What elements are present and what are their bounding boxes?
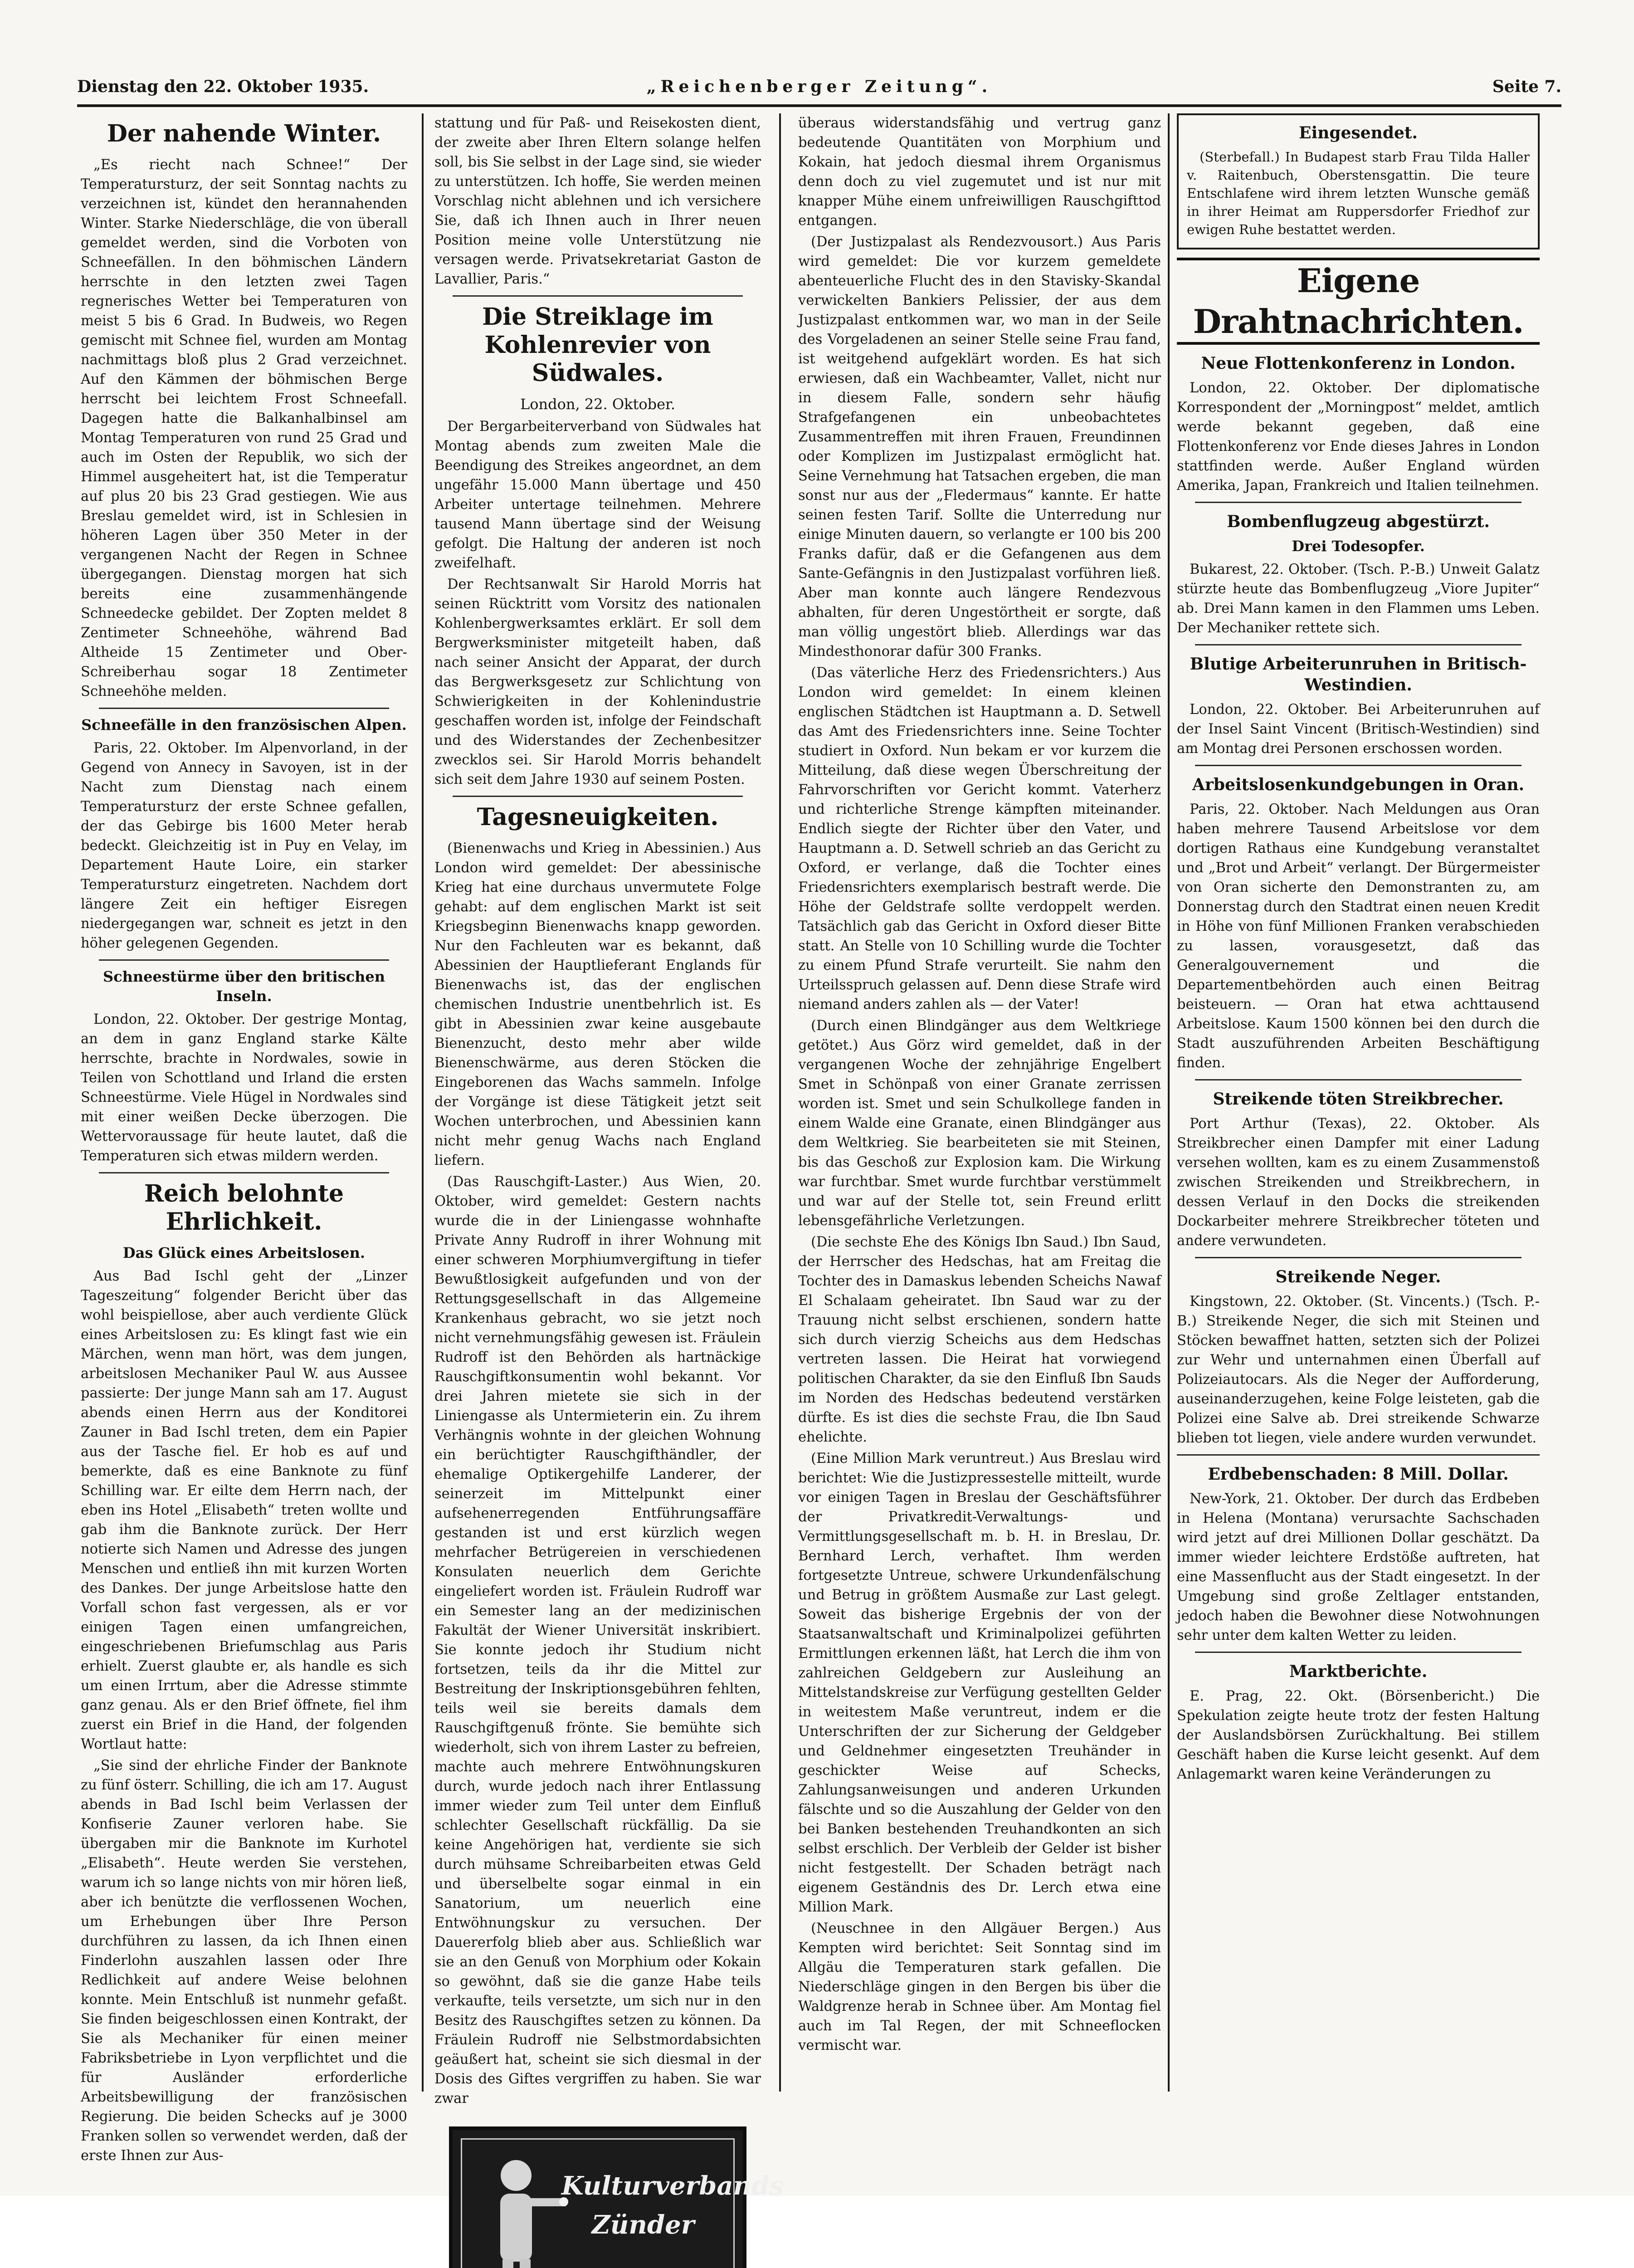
article-headline: Reich belohnte Ehrlichkeit. xyxy=(144,1180,344,1236)
ad-figure-illustration xyxy=(466,2148,566,2268)
news-item: (Die sechste Ehe des Königs Ibn Saud.) Ibn Saud, der Herrscher des Hedschas, hat am Freitag die Tochter des in Damaskus lebenden Scheichs Nawaf El Schalaam geheiratet. Ibn Saud war zu der Trauung nicht selbst erschienen, sondern hatte sich durch vierzig Scheichs aus dem Hedschas vertreten lassen. Die Heirat hat vorwiegend politischen Charakter, da sie den Einfluß Ibn Sauds im Norden des Hedschas bedeutend verstärken dürfte. Es ist dies die sechste Frau, die Ibn Saud ehelichte. xyxy=(798,1234,1161,1445)
article-headline: Die Streiklage im Kohlenrevier von Südwales. xyxy=(482,303,713,387)
ad-line: Kulturverbands xyxy=(561,2171,784,2201)
separator xyxy=(99,708,389,709)
article-headline: Streikende töten Streikbrecher. xyxy=(1213,1090,1504,1109)
header-rule xyxy=(77,104,1561,107)
article-paragraph: Aus Bad Ischl geht der „Linzer Tageszeitung“ folgender Bericht über das wohl beispiellose, aber auch verdiente Glück eines Arbeitslosen zu: Es klingt fast wie ein Märchen, wenn man hört, was dem jungen, arbeitslosen Mechaniker Paul W. aus Aussee passierte: Der junge Mann sah am 17. August abends einen Herrn aus der Konditorei Zauner in Bad Ischl treten, dem ein Papier aus der Tasche fiel. Er hob es auf und bemerkte, daß es eine Banknote zu fünf Schilling war. Er eilte dem Herrn nach, der eben ins Hotel „Elisabeth“ treten wollte und gab ihm die Banknote zurück. Der Herr notierte sich Namen und Adresse des jungen Menschen und entließ ihn mit kurzen Worten des Dankes. Der junge Arbeitslose hatte den Vorfall schon fast vergessen, als er vor einigen Tagen einen umfangreichen, eingeschriebenen Briefumschlag aus Paris erhielt. Zuerst glaubte er, als handle es sich um einen Irrtum, aber die Adresse stimmte ganz genau. Als er den Brief öffnete, fiel ihm zuerst ein Brief in die Hand, der folgenden Wortlaut hatte: xyxy=(81,1268,407,1752)
separator xyxy=(1195,1652,1522,1653)
column-divider xyxy=(422,113,424,2092)
separator xyxy=(99,1172,389,1173)
separator xyxy=(453,796,743,797)
article-paragraph: London, 22. Oktober. Bei Arbeiterunruhen auf der Insel Saint Vincent (Britisch-Westindien) sind am Montag drei Personen erschossen worden. xyxy=(1177,702,1540,757)
news-item: (Neuschnee in den Allgäuer Bergen.) Aus Kempten wird berichtet: Seit Sonntag sind im Allgäu die Temperaturen stark gefallen. Die Niederschläge gingen in den Bergen bis über die Waldgrenze herab in Schnee über. Am Montag fiel auch im Tal Regen, der mit Schneeflocken vermischt war. xyxy=(798,1921,1161,2053)
separator xyxy=(1177,1454,1540,1456)
article-headline: Erdbebenschaden: 8 Mill. Dollar. xyxy=(1208,1465,1509,1484)
separator xyxy=(1195,502,1522,503)
article-paragraph: New-York, 21. Oktober. Der durch das Erdbeben in Helena (Montana) verursachte Sachschaden wird jetzt auf drei Millionen Dollar geschätzt. Da immer wieder leichtere Erdstöße auftreten, hat eine Massenflucht aus der Stadt eingesetzt. In der Umgebung sind große Zeltlager entstanden, jedoch haben die Bewohner diese Notwohnungen sehr unter dem kalten Wetter zu leiden. xyxy=(1177,1491,1540,1643)
column-divider xyxy=(779,113,781,2092)
section-headline: Tagesneuigkeiten. xyxy=(477,803,719,831)
column-3 xyxy=(798,113,1161,2092)
article-headline: Marktberichte. xyxy=(1289,1662,1428,1681)
column-4 xyxy=(1177,113,1540,2092)
running-head xyxy=(77,77,1561,104)
notice-headline: Eingesendet. xyxy=(1299,123,1418,142)
article-paragraph: Paris, 22. Oktober. Im Alpenvorland, in der Gegend von Annecy in Savoyen, ist in der Nacht zum Dienstag nach einem Temperatursturz der erste Schnee gefallen, der das Gebirge bis 1600 Meter herab bedeckt. Gleichzeitig ist in Puy en Velay, im Departement Haute Loire, ein starker Temperatursturz eingetreten. Nachdem dort längere Zeit ein heftiger Eisregen niedergegangen war, schneit es jetzt in den höher gelegenen Gegenden. xyxy=(81,740,407,951)
page-number: Seite 7. xyxy=(1492,77,1561,96)
column-2 xyxy=(434,113,784,2240)
news-item: (Bienenwachs und Krieg in Abessinien.) Aus London wird gemeldet: Der abessinische Krieg hat eine durchaus unvermutete Folge gehabt: auf dem englischen Markt ist seit Kriegsbeginn Bienenwachs knapp geworden. Nur den Fachleuten war es bekannt, daß Abessinien der Hauptlieferant Englands für Bienenwachs ist, das der englischen chemischen Industrie unentbehrlich ist. Es gibt in Abessinien zwar keine ausgebaute Bienenzucht, desto mehr aber wilde Bienenschwärme, aus deren Stöcken die Eingeborenen das Wachs sammeln. Infolge der Vorgänge ist diese Tätigkeit jetzt seit Wochen unterbrochen, und Abessinien kann nicht mehr genug Wachs nach England liefern. xyxy=(434,841,761,1168)
article-headline: Der nahende Winter. xyxy=(107,120,381,147)
article-headline: Blutige Arbeiterunruhen in Britisch-Westindien. xyxy=(1190,655,1527,694)
notice-box xyxy=(1177,113,1540,249)
article-headline: Bombenflugzeug abgestürzt. xyxy=(1227,512,1490,531)
article-paragraph: Der Rechtsanwalt Sir Harold Morris hat seinen Rücktritt vom Vorsitz des nationalen Kohlenbergwerksamtes erklärt. Er soll dem Bergwerksminister mitgeteilt haben, daß nach seiner Ansicht der Apparat, der durch das Bergwerksgesetz zur Schlichtung von Schwierigkeiten in der Kohlenindustrie geschaffen worden ist, infolge der Feindschaft und des Widerstandes der Zechenbesitzer zwecklos sei. Sir Harold Morris behandelt sich seit dem Jahre 1930 auf seinem Posten. xyxy=(434,577,761,787)
article-paragraph: Paris, 22. Oktober. Nach Meldungen aus Oran haben mehrere Tausend Arbeitslose vor dem dortigen Rathaus eine Kundgebung veranstaltet und „Brot und Arbeit“ verlangt. Der Bürgermeister von Oran sicherte den Demonstranten zu, am Donnerstag durch den Stadtrat einen neuen Kredit in Höhe von fünf Millionen Franken verabschieden zu lassen, vorausgesetzt, daß das Generalgouvernement und die Departementbehörden auch einen Beitrag beisteuern. — Oran hat etwa achttausend Arbeitslose. Kaum 1500 können bei den durch die Stadt auszuführenden Arbeiten Beschäftigung finden. xyxy=(1177,802,1540,1071)
article-subheadline: Das Glück eines Arbeitslosen. xyxy=(122,1244,366,1261)
article-paragraph: E. Prag, 22. Okt. (Börsenbericht.) Die Spekulation zeigte heute trotz der festen Haltung der Auslandsbörsen Zurückhaltung. Bei stillem Geschäft haben die Kurse leicht gesenkt. Auf dem Anlagemarkt waren keine Veränderungen zu xyxy=(1177,1688,1540,1782)
separator xyxy=(99,959,389,961)
article-paragraph: Bukarest, 22. Oktober. (Tsch. P.-B.) Unweit Galatz stürzte heute das Bombenflugzeug „Viore Jupiter“ ab. Drei Mann kamen in den Flammen ums Leben. Der Mechaniker rettete sich. xyxy=(1177,562,1540,636)
article-paragraph: Port Arthur (Texas), 22. Oktober. Als Streikbrecher einen Dampfer mit einer Ladung versehen wollten, kam es zu einem Zusammenstoß zwischen Streikenden und Streikbrechern, in dessen Verlauf in den Docks die streikenden Dockarbeiter mehrere Streikbrecher töteten und andere verwundeten. xyxy=(1177,1116,1540,1249)
article-paragraph: stattung und für Paß- und Reisekosten dient, der zweite aber Ihren Eltern solange helfen soll, bis Sie selbst in der Lage sind, sie wieder zu unterstützen. Ich hoffe, Sie werden meinen Vorschlag nicht ablehnen und ich versichere Sie, daß ich Ihnen auch in Ihrer neuen Position meine volle Unterstützung nie versagen werde. Privatsekretariat Gaston de Lavallier, Paris.“ xyxy=(434,115,761,287)
article-paragraph: „Sie sind der ehrliche Finder der Banknote zu fünf österr. Schilling, die ich am 17. August abends in Bad Ischl beim Verlassen der Konfiserie Zauner verloren habe. Sie übergaben mir die Banknote im Kurhotel „Elisabeth“. Heute werden Sie verstehen, warum ich so lange nichts von mir hören ließ, aber ich benützte die verflossenen Wochen, um Erhebungen über Ihre Person durchführen zu lassen, da ich Ihnen einen Finderlohn auszahlen lassen oder Ihre Redlichkeit auf andere Weise belohnen konnte. Mein Entschluß ist nunmehr gefaßt. Sie finden beigeschlossen einen Kontrakt, der Sie als Mechaniker für einen meiner Fabriksbetriebe in Lyon verpflichtet und die für Ausländer erforderliche Arbeitsbewilligung der französischen Regierung. Die beiden Schecks auf je 3000 Franken sollen so verwendet werden, daß der erste Ihnen zur Aus- xyxy=(81,1758,407,2164)
separator xyxy=(1195,765,1522,766)
article-headline: Neue Flottenkonferenz in London. xyxy=(1201,354,1516,373)
news-item: (Der Justizpalast als Rendezvousort.) Aus Paris wird gemeldet: Die vor kurzem gemeldete abenteuerliche Flucht des in den Stavisky-Skandal verwickelten Bankiers Pelissier, der aus dem Justizpalast entkommen war, wo man in der Seile des Vorgeladenen an seiner Stelle seine Frau fand, ist weitgehend aufgeklärt worden. Es hat sich erwiesen, daß ein Wachbeamter, Vallet, nicht nur in diesem Falle, sondern sehr häufig Strafgefangenen ein unbeobachtetes Zusammentreffen mit ihren Frauen, Freundinnen oder Komplizen im Justizpalast ermöglicht hat. Seine Vernehmung hat Tatsachen ergeben, die man sonst nur aus der „Fledermaus“ kannte. Er hatte seinen festen Tarif. Sollte die Unterredung nur einige Minuten dauern, so verlangte er 100 bis 200 Franks dafür, daß er die Gefangenen aus dem Sante-Gefängnis in den Justizpalast vorführen ließ. Aber man konnte auch längere Rendezvous abhalten, für deren Ungestörtheit er sorgte, daß man völlig ungestört blieb. Allerdings war das Mindesthonorar dafür 300 Franks. xyxy=(798,234,1161,660)
news-item: (Durch einen Blindgänger aus dem Weltkriege getötet.) Aus Görz wird gemeldet, daß in der vergangenen Woche der zehnjährige Engelbert Smet in Schönpaß von einer Granate zerrissen worden ist. Smet und sein Schulkollege fanden in einem Walde eine Granate, einen Blindgänger aus dem Weltkrieg. Sie bearbeiteten sie mit Steinen, bis das Geschoß zur Explosion kam. Die Wirkung war furchtbar. Smet wurde furchtbar verstümmelt und war auf der Stelle tot, sein Freund erlitt lebensgefährliche Verletzungen. xyxy=(798,1018,1161,1229)
news-item: (Das väterliche Herz des Friedensrichters.) Aus London wird gemeldet: In einem kleinen englischen Städtchen ist Hauptmann a. D. Setwell das Amt des Friedensrichters inne. Seine Tochter studiert in Oxford. Nun bekam er vor kurzem die Mitteilung, daß diese wegen Überschreitung der Fahrvorschriften vor Gericht kommt. Vaterherz und richterliche Strenge kämpften miteinander. Endlich siegte der Richter über den Vater, und Hauptmann a. D. Setwell schrieb an das Gericht zu Oxford, er verlange, daß die Tochter eines Friedensrichters exemplarisch bestraft werde. Die Höhe der Geldstrafe sollte verdoppelt werden. Tatsächlich gab das Gericht in Oxford dieser Bitte statt. An Stelle von 10 Schilling wurde die Tochter zu einem Pfund Strafe verurteilt. Sie nahm den Urteilsspruch gelassen auf. Denn diese Strafe wird niemand anders zahlen als — der Vater! xyxy=(798,665,1161,1012)
article-paragraph: Der Bergarbeiterverband von Südwales hat Montag abends zum zweiten Male die Beendigung des Streikes angeordnet, an dem ungefähr 15.000 Mann übertage und 450 Arbeiter untertage teilnehmen. Mehrere tausend Mann übertage sind der Weisung gefolgt. Die Haltung der anderen ist noch zweifelhaft. xyxy=(434,419,761,571)
column-divider xyxy=(1168,113,1170,2092)
section-banner: Eigene Drahtnachrichten. xyxy=(1177,258,1540,345)
separator xyxy=(1195,644,1522,645)
separator xyxy=(1195,1079,1522,1080)
issue-date: Dienstag den 22. Oktober 1935. xyxy=(77,77,369,96)
article-paragraph: London, 22. Oktober. Der gestrige Montag, an dem in ganz England starke Kälte herrschte, brachte in Nordwales, sowie in Teilen von Schottland und Irland die ersten Schneestürme. Viele Hügel in Nordwales sind mit einer weißen Decke überzogen. Die Wettervoraussage für heute lautet, daß die Temperaturen sich etwas mildern werden. xyxy=(81,1012,407,1164)
article-subheadline: Drei Todesopfer. xyxy=(1292,538,1425,555)
notice-text: (Sterbefall.) In Budapest starb Frau Tilda Haller v. Raitenbuch, Oberstensgattin. Die teure Entschlafene wird ihrem letzten Wunsche gemäß in ihrer Heimat am Ruppersdorfer Friedhof zur ewigen Ruhe bestattet werden. xyxy=(1187,149,1530,237)
separator xyxy=(1195,1257,1522,1258)
article-subheadline: Schneefälle in den französischen Alpen. xyxy=(81,716,407,733)
separator xyxy=(453,295,743,297)
article-paragraph: „Es riecht nach Schnee!“ Der Temperatursturz, der seit Sonntag nachts zu verzeichnen ist, kündet den herannahenden Winter. Starke Niederschläge, die von überall gemeldet werden, sind die Vorboten von Schneefällen. In den böhmischen Ländern herrschte in den letzten zwei Tagen regnerisches Wetter bei Temperaturen von meist 5 bis 6 Grad. In Budweis, wo Regen gemischt mit Schnee fiel, wurden am Montag nachmittags bloß plus 2 Grad verzeichnet. Auf den Kämmen der böhmischen Berge herrscht bei leichtem Frost Schneefall. Dagegen hatte die Balkanhalbinsel am Montag Temperaturen von rund 25 Grad und auch im Osten der Republik, wo sich der Himmel ausgeheitert hat, ist die Temperatur auf plus 20 bis 23 Grad gestiegen. Wie aus Breslau gemeldet wird, ist in Schlesien in höheren Lagen über 350 Meter in der vergangenen Nacht der Regen in Schnee übergegangen. Dienstag morgen hat sich bereits eine zusammenhängende Schneedecke gebildet. Der Zopten meldet 8 Zentimeter Schneehöhe, während Bad Altheide 15 Zentimeter und Ober-Schreiberhau sogar 18 Zentimeter Schneehöhe melden. xyxy=(81,157,407,699)
article-headline: Arbeitslosenkundgebungen in Oran. xyxy=(1192,775,1525,794)
article-subheadline: Schneestürme über den britischen Inseln. xyxy=(103,968,385,1005)
column-1 xyxy=(81,113,407,2164)
masthead-title: „Reichenberger Zeitung“. xyxy=(646,77,992,96)
news-item: (Eine Million Mark veruntreut.) Aus Breslau wird berichtet: Wie die Justizpressestelle mitteilt, wurde vor einigen Tagen in Breslau der Geschäftsführer der Privatkredit-Verwaltungs- und Vermittlungsgesellschaft m. b. H. in Breslau, Dr. Bernhard Lerch, verhaftet. Ihm werden fortgesetzte Untreue, schwere Urkundenfälschung und Betrug in größtem Ausmaße zur Last gelegt. Soweit das bisherige Ergebnis der von der Staatsanwaltschaft und Kriminalpolizei geführten Ermittlungen erkennen läßt, hat Lerch die ihm von zahlreichen Geldgebern zur Ausleihung an Mittelstandskreise zur Verfügung gestellten Gelder in weitestem Maße veruntreut, indem er die Unterschriften der zur Sicherung der Geldgeber und Geldnehmer eingesetzten Treuhänder in geschickter Weise auf Schecks, Zahlungsanweisungen und anderen Urkunden fälschte und so die Auszahlung der Gelder von den bei Banken bestehenden Treuhandkonten an sich selbst erschlich. Der Verbleib der Gelder ist bisher nicht festgestellt. Der Schaden beträgt nach eigenem Geständnis des Dr. Lerch etwa eine Million Mark. xyxy=(798,1451,1161,1915)
article-paragraph: London, 22. Oktober. Der diplomatische Korrespondent der „Morningpost“ meldet, amtlich werde bekannt gegeben, daß eine Flottenkonferenz vor Ende dieses Jahres in London stattfinden werde. Außer England würden Amerika, Japan, Frankreich und Italien teilnehmen. xyxy=(1177,380,1540,494)
dateline: London, 22. Oktober. xyxy=(520,396,675,413)
news-item: überaus widerstandsfähig und vertrug ganz bedeutende Quantitäten von Morphium und Kokain, hat jedoch diesmal ihrem Organismus denn doch zu viel zugemutet und ist nur mit knapper Mühe einem unfreiwilligen Rauschgifttod entgangen. xyxy=(798,115,1161,229)
advertisement xyxy=(449,2126,784,2268)
article-headline: Streikende Neger. xyxy=(1275,1267,1441,1286)
news-item: (Das Rauschgift-Laster.) Aus Wien, 20. Oktober, wird gemeldet: Gestern nachts wurde die in der Liniengasse wohnhafte Private Anny Rudroff in ihrer Wohnung mit einer schweren Morphiumvergiftung in tiefer Bewußtlosigkeit aufgefunden und von der Rettungsgesellschaft in das Allgemeine Krankenhaus gebracht, wo sie jetzt noch nicht vernehmungsfähig gewesen ist. Fräulein Rudroff ist den Behörden als hartnäckige Rauschgiftkonsumentin wohl bekannt. Vor drei Jahren mietete sie sich in der Liniengasse als Untermieterin ein. Zu ihrem Verhängnis wohnte in der gleichen Wohnung ein berüchtigter Rauschgifthändler, der ehemalige Optikergehilfe Landerer, der seinerzeit im Mittelpunkt einer aufsehenerregenden Entführungsaffäre gestanden ist und erst kürzlich wegen mehrfacher Betrügereien in verschiedenen Konsulaten neuerlich dem Gerichte eingeliefert worden ist. Fräulein Rudroff war ein Semester lang an der medizinischen Fakultät der Wiener Universität inskribiert. Sie konnte jedoch ihr Studium nicht fortsetzen, teils da ihr die Mittel zur Bestreitung der Inskriptionsgebühren fehlten, teils weil sie bereits damals dem Rauschgiftgenuß frönte. Sie bemühte sich wiederholt, sich von ihrem Laster zu befreien, machte auch mehrere Entwöhnungskuren durch, wurde jedoch nach ihrer Entlassung immer wieder zum Teil unter dem Einfluß schlechter Gesellschaft rückfällig. Da sie keine Angehörigen hat, verdiente sie sich durch mühsame Schreibarbeiten etwas Geld und überselbelte sogar einmal in ein Sanatorium, um neuerlich eine Entwöhnungskur zu versuchen. Der Dauererfolg blieb aber aus. Schließlich war sie an den Genuß von Morphium oder Kokain so gewöhnt, daß sie die ganze Habe teils verkaufte, teils versetzte, um sich nur in den Besitz des Rauschgiftes setzen zu können. Da Fräulein Rudroff nie Selbstmordabsichten geäußert hat, scheint sie sich diesmal in der Dosis des Giftes vergriffen zu haben. Sie war zwar xyxy=(434,1174,761,2107)
article-paragraph: Kingstown, 22. Oktober. (St. Vincents.) (Tsch. P.-B.) Streikende Neger, die sich mit Steinen und Stöcken bewaffnet hatten, setzten sich der Polizei zur Wehr und unternahmen einen Überfall auf Polizeiautocars. Als die Neger der Aufforderung, auseinanderzugehen, keine Folge leisteten, gab die Polizei eine Salve ab. Drei streikende Schwarze blieben tot liegen, viele andere wurden verwundet. xyxy=(1177,1294,1540,1446)
ad-slogan xyxy=(561,2166,784,2244)
ad-line: Zünder xyxy=(591,2210,695,2240)
